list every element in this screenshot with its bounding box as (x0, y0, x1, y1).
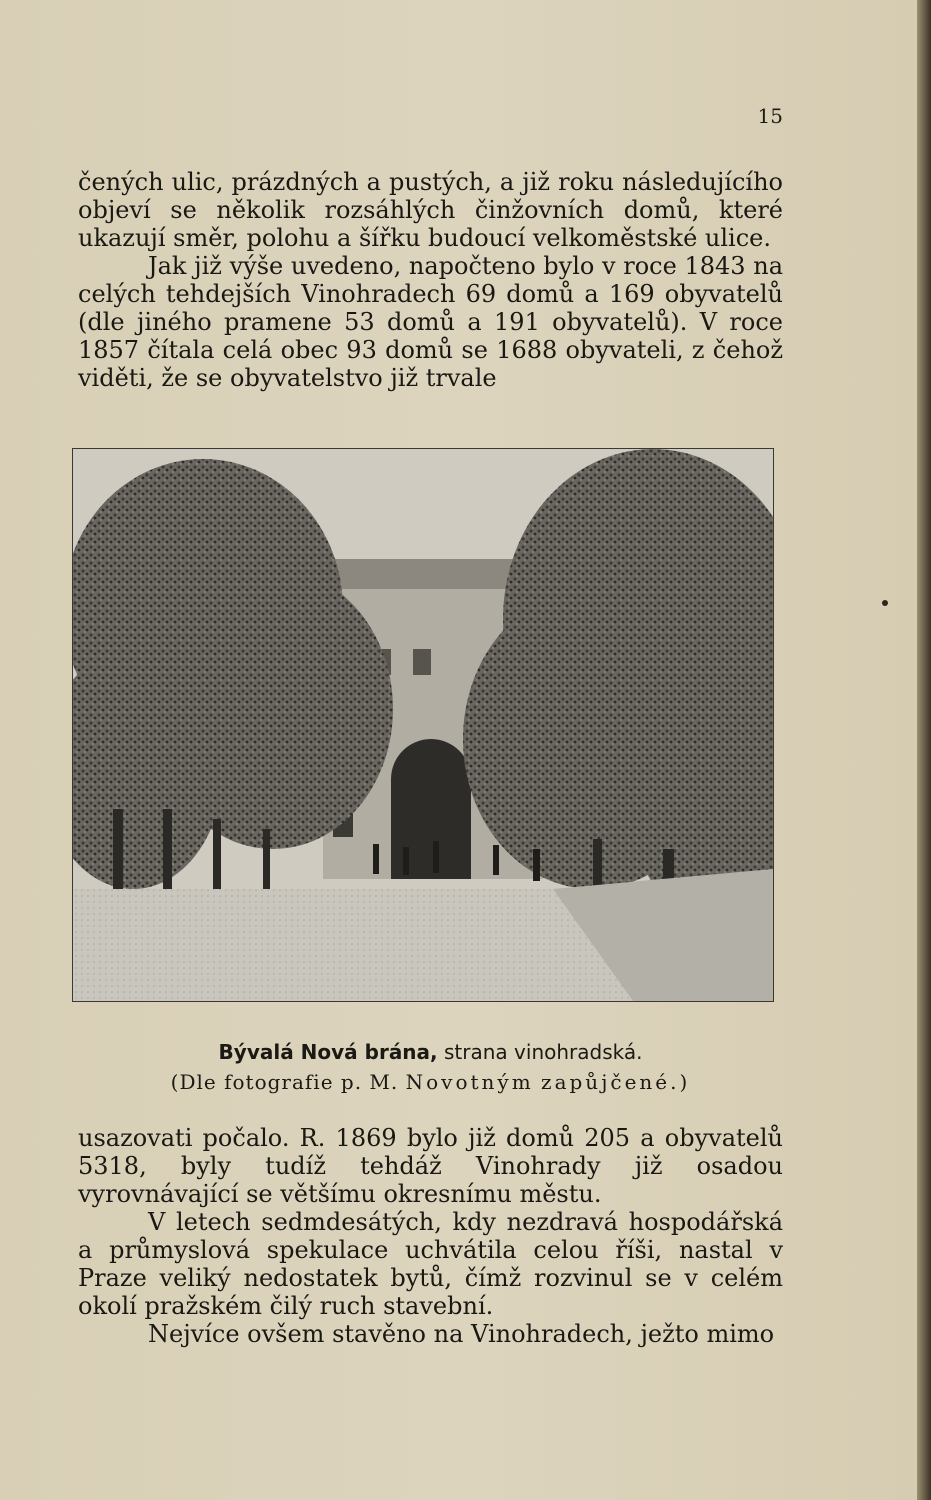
paragraph: Nejvíce ovšem stavěno na Vinohradech, ježto mimo (148, 1320, 775, 1348)
paragraph: Jak již výše uvedeno, napočteno bylo v roce 1843 na celých tehdejších Vinohradech 69 domů a 169 obyvatelů (dle jiného pramene 53 domů a 191 obyvatelů). V roce 1857 čítala celá obec 93 domů se 1688 obyvateli, z čehož viděti, že se obyvatelstvo již trvale (78, 252, 783, 392)
credit-suffix: zapůjčené.) (541, 1070, 691, 1094)
text-block-top (78, 168, 783, 392)
caption-subtitle: strana vinohradská. (444, 1040, 643, 1064)
page-edge (917, 0, 931, 1500)
paragraph: čených ulic, prázdných a pustých, a již roku následujícího objeví se několik rozsáhlých činžovních domů, které ukazují směr, polohu a šířku budoucí velkoměstské ulice. (78, 168, 783, 252)
page-number: 15 (757, 104, 783, 128)
photo-credit (78, 1070, 783, 1094)
credit-name: Novotným (405, 1070, 534, 1094)
paragraph: usazovati počalo. R. 1869 bylo již domů 205 a obyvatelů 5318, byly tudíž tehdáž Vinohrady již osadou vyrovnávající se většímu okresnímu městu. (78, 1124, 783, 1208)
credit-prefix: (Dle fotografie p. M. (170, 1070, 399, 1094)
caption-title: Bývalá Nová brána, (218, 1040, 438, 1064)
paragraph: V letech sedmdesátých, kdy nezdravá hospodářská a průmyslová spekulace uchvátila celou říši, nastal v Praze veliký nedostatek bytů, čímž rozvinul se v celém okolí pražském čilý ruch stavební. (78, 1208, 783, 1320)
photograph-nova-brana (72, 448, 774, 1002)
photo-caption (78, 1040, 783, 1064)
text-block-bottom (78, 1124, 783, 1348)
ink-spot (882, 600, 888, 606)
